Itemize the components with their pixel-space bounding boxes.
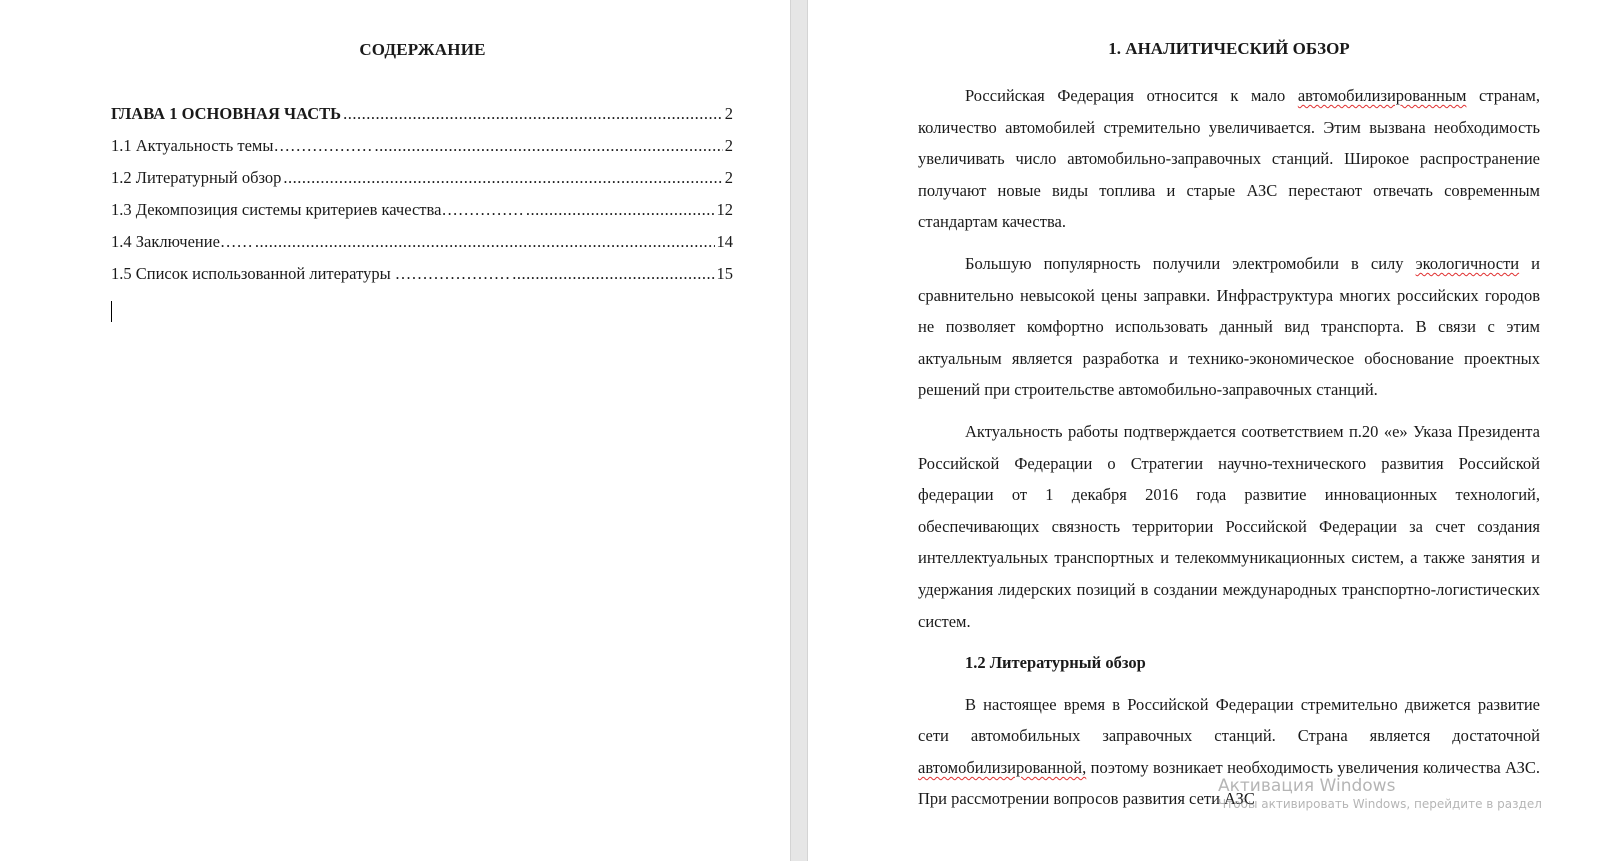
toc-entry[interactable]: [111, 168, 733, 200]
watermark-subtitle: Чтобы активировать Windows, перейдите в раздел: [1218, 797, 1542, 811]
toc-entry-page: 12: [716, 200, 733, 219]
toc-entry-label: 1.4 Заключение……: [111, 232, 253, 251]
text-cursor: [111, 301, 112, 322]
toc-entry-label: 1.3 Декомпозиция системы критериев качества……………: [111, 200, 524, 219]
spellcheck-word[interactable]: экологичности: [1415, 253, 1520, 273]
toc-entry[interactable]: [111, 232, 733, 264]
spellcheck-word[interactable]: автомобилизированной,: [918, 757, 1087, 777]
toc-leader-dots: [512, 264, 714, 284]
chapter-page[interactable]: [808, 0, 1599, 861]
toc-entry-page: 15: [716, 264, 733, 283]
chapter-title: 1. АНАЛИТИЧЕСКИЙ ОБЗОР: [1108, 39, 1350, 58]
spellcheck-word[interactable]: автомобилизированным: [1297, 86, 1467, 105]
page-gap: [790, 0, 808, 861]
toc-title: СОДЕРЖАНИЕ: [359, 40, 486, 59]
toc-page[interactable]: [0, 0, 790, 861]
toc-entry-label: ГЛАВА 1 ОСНОВНАЯ ЧАСТЬ: [111, 104, 342, 123]
toc-entry-label: 1.5 Список использованной литературы …………………: [111, 264, 511, 283]
toc-leader-dots: [255, 232, 715, 252]
toc-leader-dots: [374, 136, 722, 156]
toc-entry[interactable]: [111, 104, 733, 136]
toc-entry[interactable]: [111, 264, 733, 296]
toc-entry-label: 1.1 Актуальность темы………………: [111, 136, 373, 155]
toc-entry[interactable]: [111, 200, 733, 232]
toc-entry-page: 2: [724, 104, 733, 123]
paragraph: Российская Федерация относится к мало автомобилизированным странам, количество автомобилей стремительно увеличивается. Этим вызвана необходимость увеличивать число автомобильно-заправочных станций. Широкое распространение получают новые виды топлива и старые АЗС перестают отвечать современным стандартам качества.: [918, 86, 1541, 232]
toc-leader-dots: [283, 168, 722, 188]
toc-leader-dots: [526, 200, 715, 220]
section-title: 1.2 Литературный обзор: [965, 653, 1146, 673]
watermark-title: Активация Windows: [1218, 776, 1396, 796]
toc-entry-page: 2: [724, 136, 733, 155]
toc-entry[interactable]: [111, 136, 733, 168]
paragraph: Актуальность работы подтверждается соответствием п.20 «е» Указа Президента Российской Федерации о Стратегии научно-технического развития Российской федерации от 1 декабря 2016 года развитие инновационных технологий, обеспечивающих связность территории Российской Федерации за счет создания интеллектуальных транспортных и телекоммуникационных систем, а также занятия и удержания лидерских позиций в создании международных транспортно-логистических систем.: [918, 421, 1540, 631]
toc-leader-dots: [343, 104, 723, 124]
toc-entry-label: 1.2 Литературный обзор: [111, 168, 282, 187]
paragraph: В настоящее время в Российской Федерации стремительно движется развитие сети автомобильных заправочных станций. Страна является достаточной автомобилизированной, поэтому возникает необходимость увеличения количества АЗС. При рассмотрении вопросов развития сети АЗС: [918, 694, 1540, 809]
toc-entry-page: 14: [716, 232, 733, 251]
chapter-body[interactable]: [918, 80, 1540, 825]
paragraph: Большую популярность получили электромобили в силу экологичности и сравнительно невысокой цены заправки. Инфраструктура многих российских городов не позволяет комфортно использовать данный вид транспорта. В связи с этим актуальным является разработка и технико-экономическое обоснование проектных решений при строительстве автомобильно-заправочных станций.: [918, 253, 1540, 400]
toc-list: [111, 104, 733, 296]
toc-entry-page: 2: [724, 168, 733, 187]
